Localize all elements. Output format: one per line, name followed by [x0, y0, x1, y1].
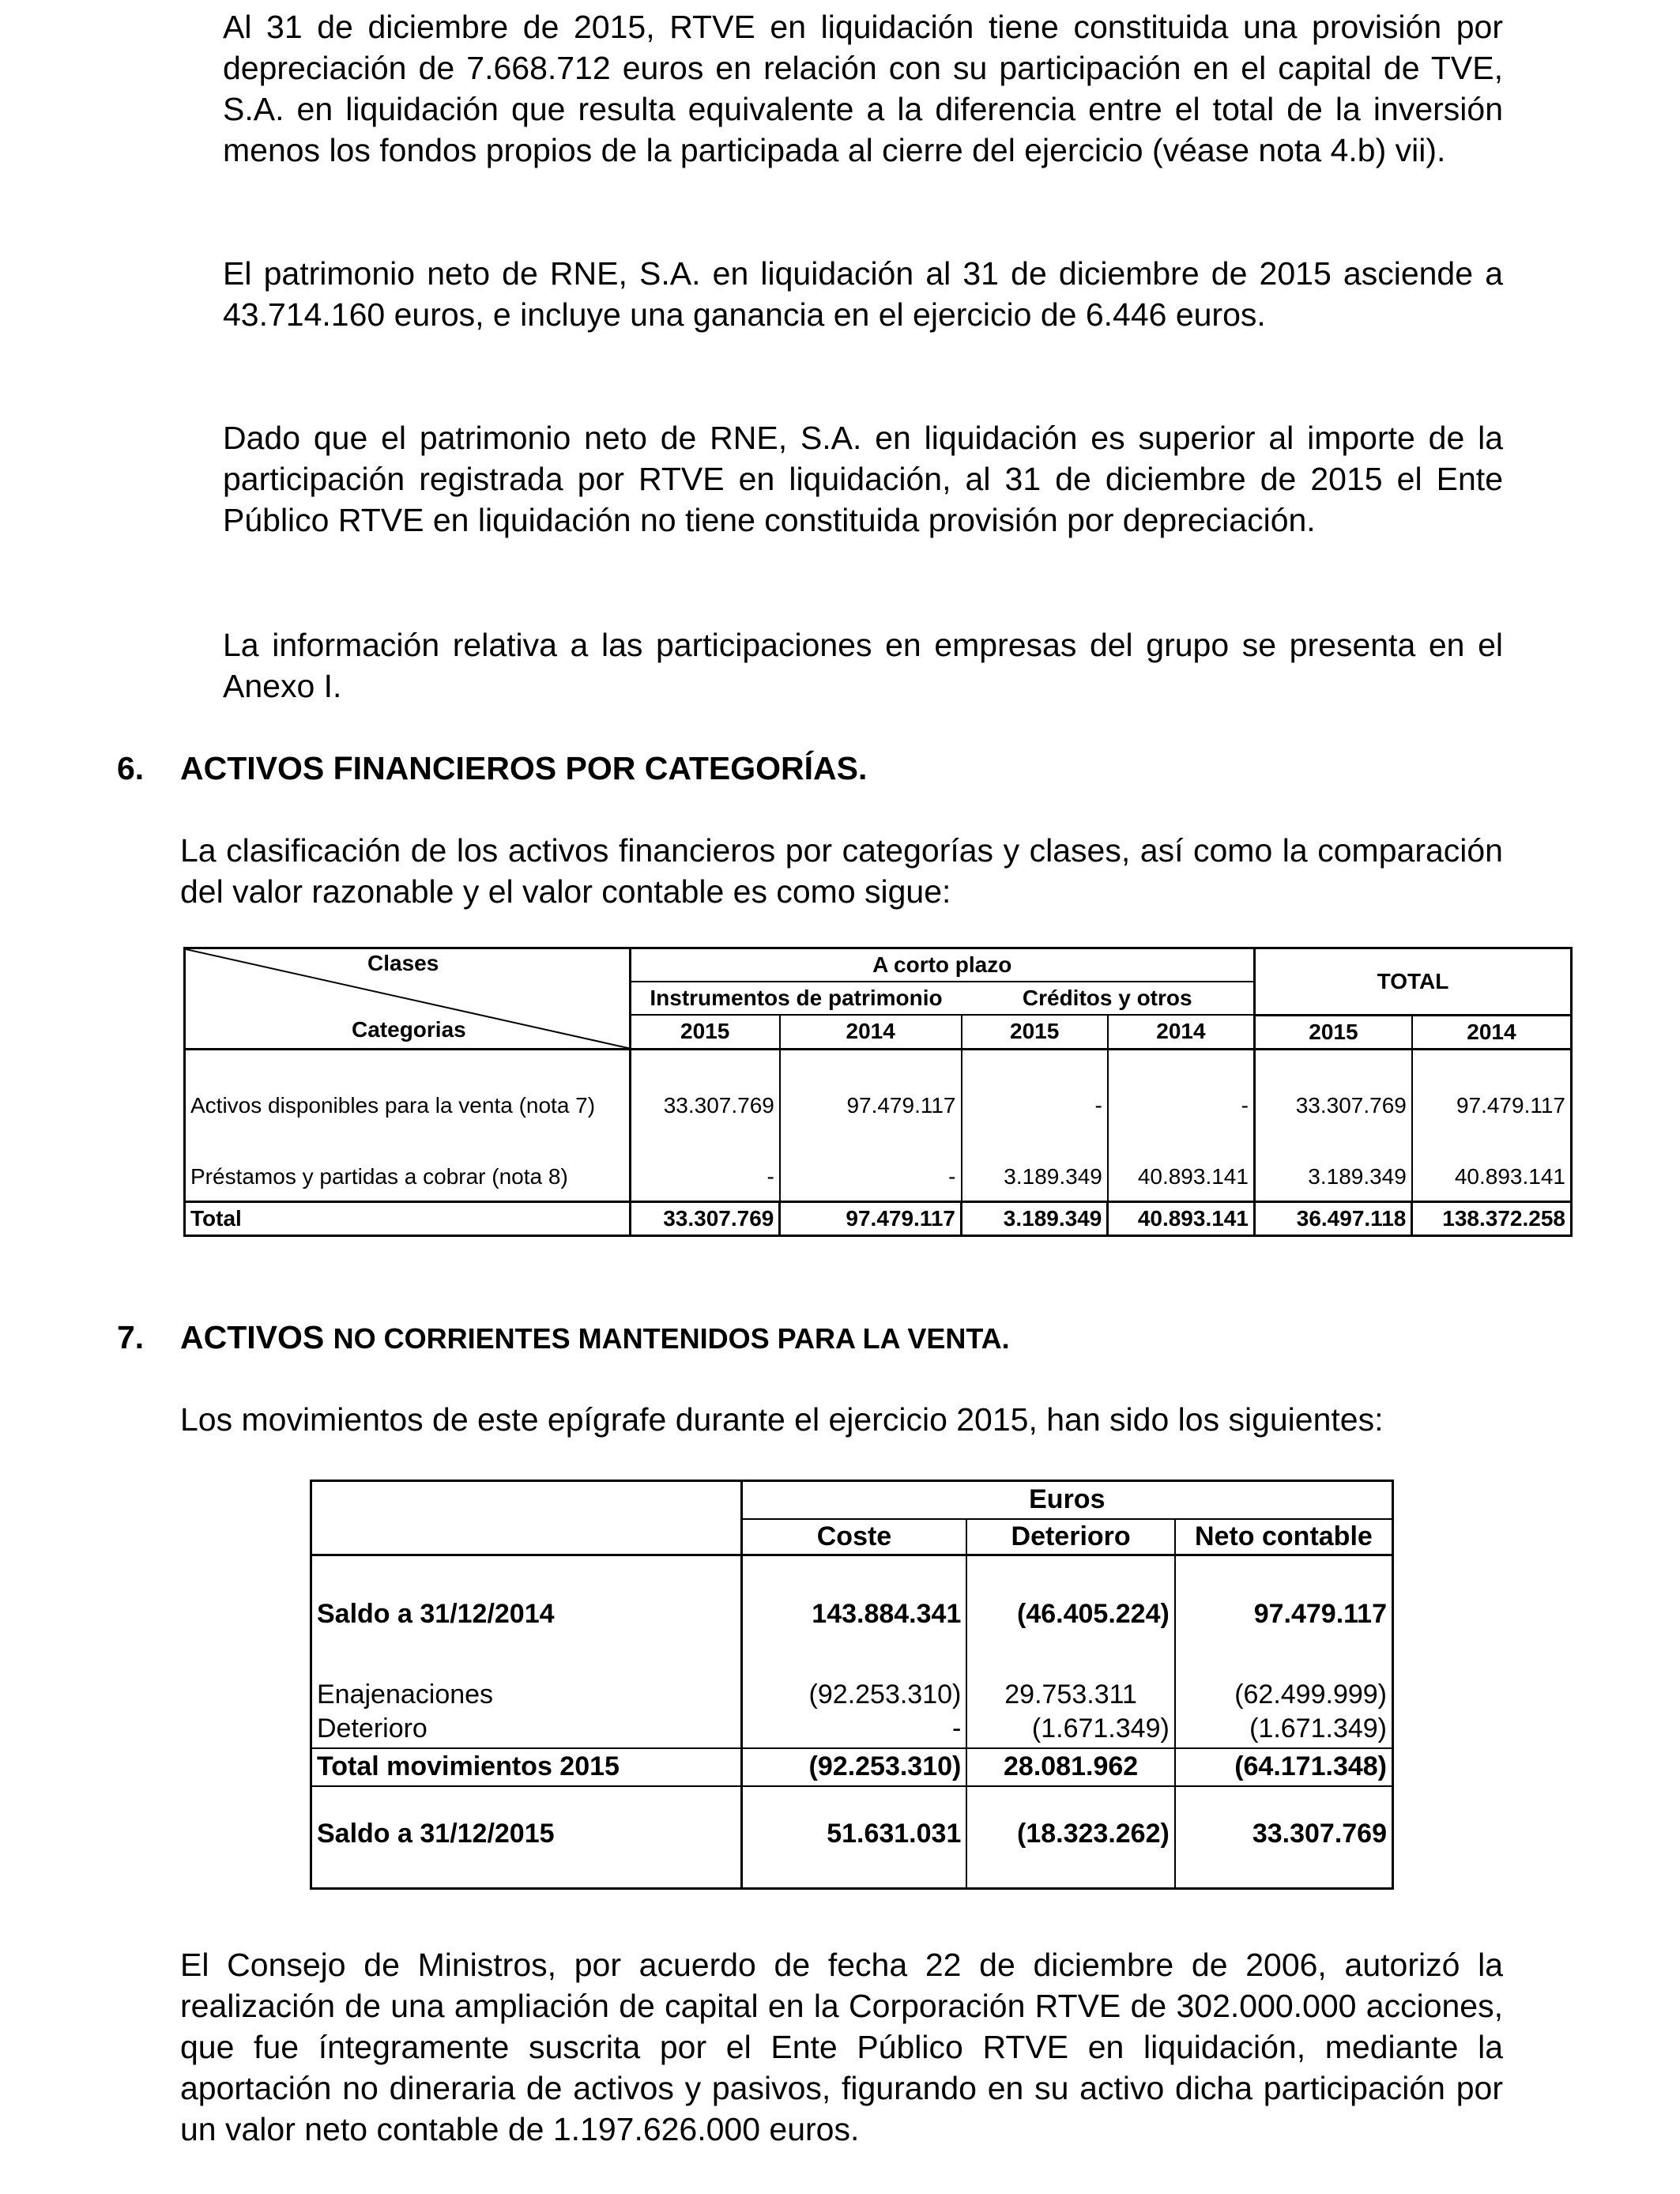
cell: (1.671.349) — [966, 1710, 1174, 1748]
section-6-title: ACTIVOS FINANCIEROS POR CATEGORÍAS. — [180, 750, 868, 786]
cell: - — [780, 1122, 962, 1202]
movements-table — [310, 1480, 1394, 1890]
total-row — [185, 1201, 1572, 1235]
cell: 33.307.769 — [1254, 1049, 1411, 1122]
cell: 29.753.311 — [966, 1634, 1174, 1710]
cell: 36.497.118 — [1254, 1201, 1411, 1235]
cell: 3.189.349 — [962, 1122, 1108, 1202]
enajenaciones-label: Enajenaciones — [311, 1634, 742, 1710]
paragraph-no-provision: Dado que el patrimonio neto de RNE, S.A. en liquidación es superior al importe de la participación registrada por RTVE en liquidación, al 31 de diciembre de 2015 el Ente Público RTVE en liquidación no tiene constituida provisión por depreciación. — [223, 420, 1503, 538]
cell: (18.323.262) — [966, 1786, 1174, 1889]
cell: 33.307.769 — [1252, 1818, 1387, 1849]
corto-plazo-header: A corto plazo — [630, 948, 1254, 982]
table-row — [185, 1049, 1572, 1122]
paragraph-patrimonio-rne: El patrimonio neto de RNE, S.A. en liquidación al 31 de diciembre de 2015 asciende a 43.714.160 euros, e incluye una ganancia en el ejercicio de 6.446 euros. — [223, 255, 1503, 333]
cell: 97.479.117 — [780, 1201, 962, 1235]
table-row — [311, 1748, 1393, 1786]
saldo-2014-label: Saldo a 31/12/2014 — [311, 1555, 742, 1634]
cell: (64.171.348) — [1175, 1748, 1393, 1786]
cell: 97.479.117 — [1412, 1049, 1572, 1122]
cell: 3.189.349 — [962, 1201, 1108, 1235]
cell: (62.499.999) — [1234, 1679, 1387, 1710]
year-header: 2014 — [1412, 1015, 1572, 1049]
neto-contable-header: Neto contable — [1175, 1519, 1393, 1555]
year-header: 2015 — [1254, 1015, 1411, 1049]
section-6-heading — [117, 748, 867, 789]
section-7-number: 7. — [117, 1319, 145, 1355]
year-header: 2014 — [1108, 1015, 1255, 1049]
cell: 138.372.258 — [1412, 1201, 1572, 1235]
euros-header: Euros — [741, 1481, 1392, 1519]
total-movimientos-label: Total movimientos 2015 — [311, 1748, 742, 1786]
clases-label: Clases — [367, 951, 439, 975]
cell: - — [962, 1049, 1108, 1122]
creditos-header: Créditos y otros — [962, 982, 1255, 1015]
paragraph-movimientos: Los movimientos de este epígrafe durante el ejercicio 2015, han sido los siguientes: — [180, 1401, 1384, 1438]
row-label: Préstamos y partidas a cobrar (nota 8) — [185, 1122, 631, 1202]
paragraph-anexo: La información relativa a las participaciones en empresas del grupo se presenta en el Anexo I. — [223, 627, 1503, 704]
cell: 51.631.031 — [741, 1786, 966, 1889]
section-7-heading — [117, 1317, 1010, 1359]
cell: 28.081.962 — [966, 1748, 1174, 1786]
paragraph-consejo-ministros: El Consejo de Ministros, por acuerdo de fecha 22 de diciembre de 2006, autorizó la realización de una ampliación de capital en la Corporación RTVE de 302.000.000 acciones, que fue íntegramente suscrita por el Ente Público RTVE en liquidación, mediante la aportación no dineraria de activos y pasivos, figurando en su activo dicha participación por un valor neto contable de 1.197.626.000 euros. — [180, 1947, 1503, 2147]
cell: - — [1108, 1049, 1255, 1122]
year-header: 2014 — [780, 1015, 962, 1049]
table-row — [311, 1634, 1393, 1710]
total-header: TOTAL — [1254, 948, 1571, 1016]
deterioro-header: Deterioro — [966, 1519, 1174, 1555]
section-7-title-a: ACTIVOS — [180, 1319, 333, 1355]
cell: - — [630, 1122, 780, 1202]
total-label: Total — [185, 1201, 631, 1235]
instrumentos-header: Instrumentos de patrimonio — [630, 982, 962, 1015]
paragraph-clasificacion: La clasificación de los activos financieros por categorías y clases, así como la comparación del valor razonable y el valor contable es como sigue: — [180, 832, 1503, 910]
table-row — [185, 1122, 1572, 1202]
coste-header: Coste — [741, 1519, 966, 1555]
cell: 143.884.341 — [741, 1555, 966, 1634]
saldo-2015-label: Saldo a 31/12/2015 — [311, 1786, 742, 1889]
paragraph-provision-tve: Al 31 de diciembre de 2015, RTVE en liquidación tiene constituida una provisión por depreciación de 7.668.712 euros en relación con su participación en el capital de TVE, S.A. en liquidación que resulta equivalente a la diferencia entre el total de la inversión menos los fondos propios de la participada al cierre del ejercicio (véase nota 4.b) vii). — [223, 9, 1503, 168]
cell: 97.479.117 — [780, 1049, 962, 1122]
cell: 40.893.141 — [1412, 1122, 1572, 1202]
cell: 3.189.349 — [1254, 1122, 1411, 1202]
table-row — [311, 1710, 1393, 1748]
section-6-number: 6. — [117, 750, 145, 786]
categorias-label: Categorias — [352, 1017, 466, 1042]
row-label: Activos disponibles para la venta (nota 7) — [185, 1049, 631, 1122]
cell: (92.253.310) — [741, 1634, 966, 1710]
deterioro-label: Deterioro — [311, 1710, 742, 1748]
cell: 33.307.769 — [630, 1201, 780, 1235]
year-header: 2015 — [630, 1015, 780, 1049]
financial-assets-table — [183, 947, 1573, 1237]
year-header: 2015 — [962, 1015, 1108, 1049]
cell: 40.893.141 — [1108, 1122, 1255, 1202]
table-row — [311, 1555, 1393, 1634]
clases-categorias-header — [185, 948, 631, 1050]
cell: (92.253.310) — [741, 1748, 966, 1786]
cell: 40.893.141 — [1108, 1201, 1255, 1235]
section-7-title-b: NO CORRIENTES MANTENIDOS PARA LA VENTA. — [333, 1322, 1010, 1355]
cell: 97.479.117 — [1253, 1598, 1387, 1629]
table-row — [311, 1786, 1393, 1889]
cell: 33.307.769 — [630, 1049, 780, 1122]
cell: (1.671.349) — [1175, 1710, 1393, 1748]
cell: - — [741, 1710, 966, 1748]
cell: (46.405.224) — [966, 1555, 1174, 1634]
